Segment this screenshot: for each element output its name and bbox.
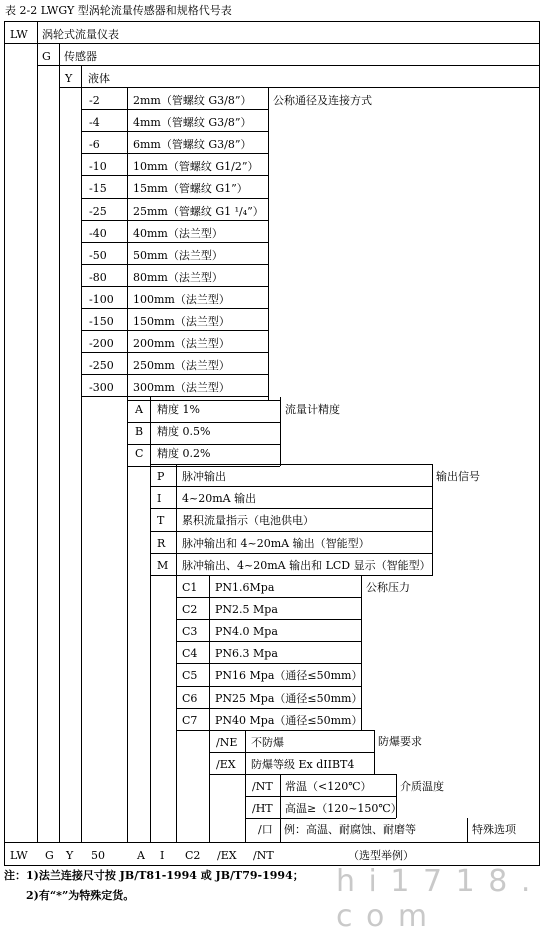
- diameter-code: -10: [89, 160, 107, 174]
- pressure-desc: PN40 Mpa（通径≤50mm）: [215, 713, 363, 727]
- explosion-label: 防爆要求: [378, 735, 422, 748]
- output-code: M: [157, 558, 169, 572]
- output-code: P: [157, 470, 165, 483]
- diameter-code: -15: [89, 182, 107, 196]
- accuracy-code: C: [135, 447, 144, 461]
- pressure-code: C3: [182, 625, 198, 639]
- pressure-desc: PN2.5 Mpa: [215, 603, 278, 617]
- accuracy-desc: 精度 1%: [157, 403, 200, 416]
- diameter-code: -80: [89, 270, 107, 284]
- diameter-desc: 150mm（法兰型）: [133, 315, 230, 328]
- diameter-desc: 25mm（管螺纹 G1 ¹/₄”）: [133, 204, 264, 218]
- example-code: /NT: [253, 849, 274, 862]
- pressure-desc: PN4.0 Mpa: [215, 625, 278, 639]
- pressure-code: C1: [182, 581, 198, 594]
- diameter-label: 公称通径及连接方式: [273, 94, 372, 107]
- diameter-code: -300: [89, 381, 114, 395]
- accuracy-code: A: [135, 403, 143, 416]
- special-desc: 例：高温、耐腐蚀、耐磨等: [284, 823, 416, 836]
- output-code: I: [157, 492, 162, 506]
- diameter-code: -250: [89, 359, 114, 373]
- pressure-code: C5: [182, 669, 198, 683]
- output-code: R: [157, 536, 166, 550]
- diameter-desc: 200mm（法兰型）: [133, 337, 230, 351]
- pressure-label: 公称压力: [366, 581, 410, 594]
- diameter-code: -200: [89, 337, 114, 351]
- example-code: 50: [91, 849, 105, 862]
- pressure-desc: PN1.6Mpa: [215, 581, 275, 594]
- accuracy-label: 流量计精度: [285, 403, 340, 416]
- code-lw: LW: [10, 28, 28, 41]
- temperature-desc: 高温≥（120~150℃）: [285, 802, 402, 815]
- explosion-desc: 不防爆: [251, 736, 284, 749]
- footnote-1: 注：1)法兰连接尺寸按 JB/T81-1994 或 JB/T79-1994；: [4, 869, 304, 882]
- temperature-desc: 常温（<120℃）: [285, 780, 372, 793]
- diameter-desc: 100mm（法兰型）: [133, 292, 230, 306]
- output-label: 输出信号: [436, 470, 480, 483]
- table-title: 表 2-2 LWGY 型涡轮流量传感器和规格代号表: [5, 4, 232, 17]
- pressure-code: C7: [182, 713, 198, 727]
- desc-y: 液体: [88, 72, 110, 85]
- diameter-desc: 80mm（法兰型）: [133, 270, 223, 284]
- desc-g: 传感器: [64, 50, 97, 63]
- diameter-code: -100: [89, 292, 114, 306]
- accuracy-code: B: [135, 425, 144, 439]
- explosion-code: /EX: [216, 758, 236, 771]
- output-desc: 脉冲输出、4~20mA 输出和 LCD 显示（智能型）: [182, 558, 431, 572]
- example-code: /EX: [217, 849, 237, 862]
- diameter-desc: 50mm（法兰型）: [133, 248, 223, 262]
- explosion-code: /NE: [216, 736, 238, 749]
- special-label: 特殊选项: [472, 823, 516, 836]
- diameter-desc: 2mm（管螺纹 G3/8”）: [133, 94, 252, 107]
- watermark: h i 1 7 1 8 . c o m: [336, 864, 533, 934]
- output-desc: 4~20mA 输出: [182, 492, 257, 506]
- pressure-code: C2: [182, 603, 198, 617]
- diameter-code: -150: [89, 315, 114, 328]
- example-code: C2: [185, 849, 201, 862]
- diameter-desc: 10mm（管螺纹 G1/2”）: [133, 160, 259, 174]
- diameter-code: -25: [89, 204, 107, 218]
- diameter-desc: 15mm（管螺纹 G1”）: [133, 182, 248, 196]
- example-code: LW: [10, 849, 28, 862]
- pressure-desc: PN25 Mpa（通径≤50mm）: [215, 691, 363, 705]
- code-g: G: [42, 50, 51, 63]
- diameter-desc: 250mm（法兰型）: [133, 359, 230, 373]
- diameter-code: -4: [89, 116, 100, 130]
- diameter-code: -40: [89, 226, 107, 240]
- pressure-desc: PN6.3 Mpa: [215, 647, 278, 661]
- accuracy-desc: 精度 0.5%: [157, 425, 211, 439]
- explosion-desc: 防爆等级 Ex dIIBT4: [251, 758, 355, 771]
- diameter-desc: 4mm（管螺纹 G3/8”）: [133, 116, 252, 130]
- pressure-code: C4: [182, 647, 198, 661]
- example-code: Y: [66, 849, 74, 862]
- example-code: A: [137, 849, 145, 862]
- temperature-code: /NT: [252, 780, 273, 793]
- output-desc: 脉冲输出和 4~20mA 输出（智能型）: [182, 536, 370, 550]
- pressure-desc: PN16 Mpa（通径≤50mm）: [215, 669, 363, 683]
- diameter-desc: 300mm（法兰型）: [133, 381, 230, 395]
- footnote-2: 2)有“*”为特殊定货。: [26, 889, 135, 902]
- diameter-code: -6: [89, 138, 100, 152]
- temperature-label: 介质温度: [400, 780, 444, 793]
- special-code: /口: [258, 823, 273, 836]
- example-code: I: [160, 849, 165, 862]
- diameter-code: -2: [89, 94, 100, 107]
- accuracy-desc: 精度 0.2%: [157, 447, 211, 461]
- diameter-desc: 40mm（法兰型）: [133, 226, 223, 240]
- output-desc: 脉冲输出: [182, 470, 226, 483]
- temperature-code: /HT: [252, 802, 273, 815]
- example-label: （选型举例）: [348, 849, 414, 862]
- example-code: G: [45, 849, 54, 862]
- diameter-desc: 6mm（管螺纹 G3/8”）: [133, 138, 252, 152]
- pressure-code: C6: [182, 691, 198, 705]
- code-y: Y: [65, 72, 73, 85]
- desc-lw: 涡轮式流量仪表: [42, 28, 119, 41]
- output-desc: 累积流量指示（电池供电）: [182, 514, 314, 528]
- diameter-code: -50: [89, 248, 107, 262]
- output-code: T: [157, 514, 165, 528]
